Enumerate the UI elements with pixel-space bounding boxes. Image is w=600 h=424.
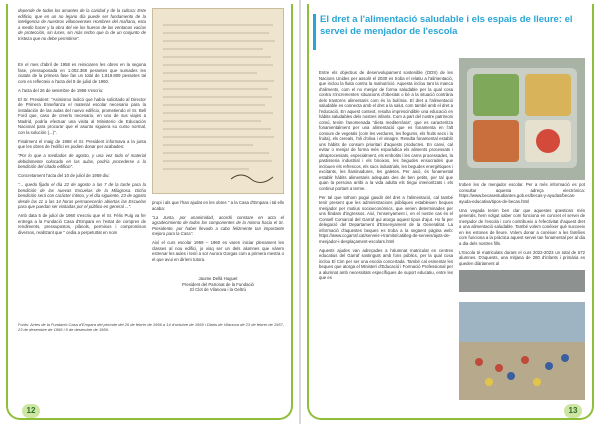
- left-page: [0, 0, 299, 424]
- right-col1-body: [319, 70, 453, 284]
- document-photo: [152, 8, 284, 194]
- signature-name: Jaume Dellà Huguet: [198, 276, 238, 281]
- title-accent-bar: [313, 14, 316, 50]
- paragraph: Amb data 5 de juliol de 1960 s'escriu que el Sr. Fèlix Puig va fer entrega a la Fundació Casa d'Empara en l'estat de compres de rendiments, pressupostos, plànols, permisos i compromisos diversos, realitzant que " cedia a perpetuïtat en nom: [18, 213, 146, 235]
- paragraph: L'Escola té matriculats durant el curs 2022-2023 un total de 672 alumnes. D'aquests, una mitjana de 280 d'infants i primària es queden diàriament al: [459, 249, 585, 266]
- left-col1-quote-top: [18, 8, 146, 45]
- food-tray-image: [459, 58, 585, 180]
- paragraph: En el mes d'abril de 1958 es reiniciaren les obres en la segona fase, pressuposada en 1.002.368 pessetes que sumades les ciutats de la primera fase fan un total de 1.819.809 pessetes tal com es reflecteix a l'acta del 8 de juliol de 1960.: [18, 62, 146, 84]
- paragraph: "Por lo que a mediados de agosto, y una vez todo el material debidamente colocado en las aulas, podría procederse a la bendición del citado edificio".: [18, 153, 146, 169]
- paragraph: propi i als que l'han ajudat en les obres " a la Casa d'Empara i tal ells acaba:: [152, 200, 284, 211]
- footer-sources-note: Fonts: Actes de la Fundació Casa d'Empara del període del 26 de febrer de 1956 a 14 d'octubre de 1959 i Diaris de Vilanova de 23 de febrer de 1957, 23 de desembre de 1956 i 5 de desembre de 1956.: [18, 322, 284, 332]
- children-playground-image: [459, 302, 585, 400]
- page-number-right: 13: [564, 404, 582, 418]
- paragraph: Així el curs escolar 1959 – 1960 es varen iniciar plenament les classes al nou edifici, jo visq ser un dels alumnes que vàrem estrenar les aules i teníi a sor Aurora Gorgas com a primera mestra o el que avui en diríem tutora.: [152, 240, 284, 262]
- left-col1-body: [18, 62, 146, 239]
- lunch-tray-photo: [459, 58, 585, 180]
- playground-photo: [459, 302, 585, 400]
- handwritten-document-image: [153, 9, 284, 194]
- right-col2-text: [459, 182, 585, 270]
- paragraph: Finalment el maig de 1958 el Sr. President informava a la junta que les obres de l'edifici es podien donar per acabades:: [18, 138, 146, 149]
- paragraph: Aquests ajudes van adreçades a l'alumnat matriculat en centres educatius del Garraf sostinguts amb fons públics, per la qual cosa inclou El Cim per ser una escola concertada. També cal esmentar les beques que atorga el Ministeri d'Educació i Formació Professional per a alumnat amb necessitats específiques de suport educatiu, entre les que es: [319, 247, 453, 280]
- paragraph: Concretament l'acta del 10 de juliol de 1959 diu:: [18, 173, 110, 178]
- paragraph: depende de todos los amantes de la caridad y de la cultura: Este edificio, que en un no lejano día puede ser fundamento de la inteligencia de nuestros villanovenses Hombres del mañana, esta a medio hacer y la obra del vie los hueros de las ventanas vacías de protección, sin luces, sin más techo que la de un conjunto de tristeza que no debe permitirse".: [18, 8, 146, 41]
- page-number-left: 12: [22, 404, 40, 418]
- paragraph: Entre els objectius de desenvolupament sostenible (ODS) de les Nacions Unides per assolir el 2030 es troba el relatiu a l'alimentació, que inclou la lluita contra la malnutrició. Aquesta inclou tant la manca d'aliments, com el no menjar de forma saludable per la qual cosa contra s'incrementen situacions d'obesitat o bé a la situació contrària dels trastorns alimentaris com és la bulímia. El dret a l'alimentació saludable es connecta amb el dret a la salut, com també amb el dret a l'educació. En aquest context, resulta imprescindible una educació en hàbits saludables dels nostres infants. Com a part del nostre patrimoni comú, tenim l'anomenada "dieta mediterrània", que es caracteritza fonamentalment per una alimentació que es fonamenta en l'alt consum de vegetals (com les verdures, les llegums, els fruits secs i la fruita), els cereals, l'oli d'oliva i el vinagre. Resulta fonamental establir uns hàbits de consum prioritari d'aquests productes. En canvi, cal evitar o menjar de forma més esporàdica els aliments processats i ultraprocessats, especialment, els embotits i les carns processades, la pastisseria industrial i els brioixos, les begudes ensucrades que inclouen els refrescos, els sucs industrials, les begudes energètiques i excitants, les llaminadures, les galetes. Per això, és fonamental establir hàbits alimentaris adequats des de ben petits, per tal que quan la persona arribi a la vida adulta els tingui interioritzats i els continuï portant a terme.: [319, 70, 453, 191]
- signature-role: President del Patronat de la Fundació: [182, 281, 254, 287]
- left-col2-body: [152, 200, 284, 266]
- paragraph: El Sr. President: "Asimismo indicó que había solicitado al Director de Primera Enseñanza el material escolar necesario para la instalación de las aulas del nuevo edificio, prometiendo el Sr. Bell Ford que, caso de creerlo necesario, en uno de sus viajes a Madrid, podría efectuar una visita al Ministerio de Educación Nacional para procurar que el asunto siguiera su curso normal, con la solución (...)".: [18, 96, 146, 135]
- right-page: [301, 0, 600, 424]
- signature-block: [152, 276, 284, 293]
- paragraph: Per tal que tothom pugui gaudir del dret a l'alimentació, cal també tenir present que les administracions públiques estableixen beques menjador per motius socioeconòmics, que venen determinades per uns llindars d'ingressos. Així, l'ensenyament i, en el nostre cas és el Consell Comarcal del Garraf qui atorga aquest tipus d'ajut. Ho fa per delegació del Departament d'Ensenyament de la Generalitat. La informació d'aquestes beques es troba a la següent pàgina web: https://www.ccgarraf.cat/serveis-i-tramits/catàleg-de-serveis/ajuts-de-menjador-i-desplaçament-escolars.html: [319, 194, 453, 244]
- paragraph: "... quedo fijado el día 22 de agosto a las 7 de la tarde para la bendición de las nuevas Escuelas de la Milagrosa. Dicha bendición será con carácter íntimo, y el día siguiente, 23 de agosto desde las 11 a las 14 horas permanecerán abiertas las Escuelas para que puedan ser visitadas por el público en general ...".: [18, 182, 146, 209]
- article-title: El dret a l'alimentació saludable i els espais de lleure: el servei de menjador de l'escola: [320, 14, 573, 37]
- paragraph: Una vegada tenim ben clar que aquestes qüestions més generals, hem volgut saber com funciona en concret el servei de menjador de l'escola i com contribueix a l'efectivitat d'aquest dret a una alimentació saludable. També volem conèixer què succeeix en les estones de lleure. Volem donar a conèixer a les famílies com funciona a la pràctica aquest servei tan fonamental per al dia a dia dels nostres fills.: [459, 207, 585, 246]
- paragraph: "La Junta, por unanimidad, acordó constare en acta el agradecimiento de todos los componentes de la misma hacia el Sr. Presidente, por haber llevado a cabo felizmente tan importante mejora para la Casa".: [152, 214, 284, 236]
- paragraph: troben les de menjador escolar. Per a més informació es pot consultar aquesta adreça electrònica: https://www.becasestudiantes.gob.es/becas-y-ayudas/becas-ayuda-educativa/tipos-de-becas.html: [459, 182, 585, 204]
- paragraph: A l'acta del 26 de setembre de 1958 s'escriu:: [18, 87, 104, 93]
- signature-org: El Clot de Vilanova i la Geltrú: [190, 287, 246, 292]
